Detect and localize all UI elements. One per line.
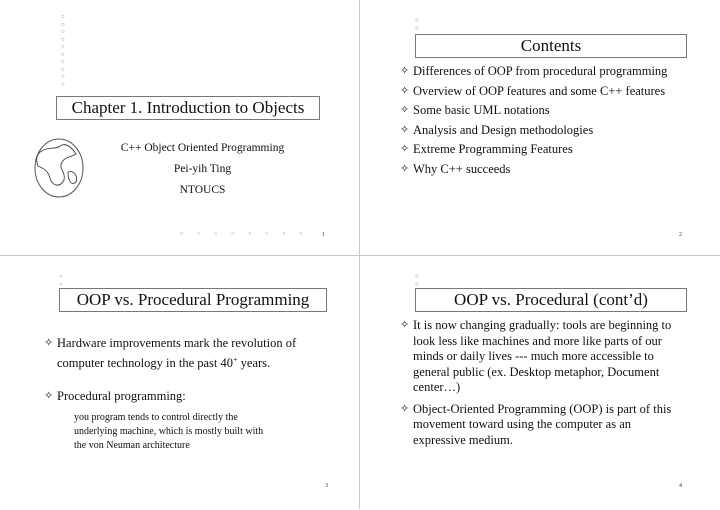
course-name: C++ Object Oriented Programming (120, 142, 285, 154)
slide-title: Chapter 1. Introduction to Objects (56, 96, 320, 120)
bottom-dots: ○○○○○○○○ (180, 232, 317, 237)
bullet-list (400, 64, 690, 181)
list-item: ✧ Object-Oriented Programming (OOP) is part of this movement toward using the computer as an expressive medium. (400, 401, 672, 447)
decorative-dots: ○ ○ (59, 274, 63, 288)
bullet-icon: ✧ (400, 143, 410, 155)
bullet-icon: ✧ (44, 390, 54, 403)
page-number: 4 (679, 483, 682, 489)
slide-title: Contents (415, 34, 687, 58)
list-item: ✧ Procedural programming: (44, 389, 186, 404)
list-item: ✧ Why C++ succeeds (400, 161, 511, 176)
bullet-icon: ✧ (400, 104, 410, 116)
list-item: ✧ Extreme Programming Features (400, 142, 573, 156)
bullet-icon: ✧ (400, 162, 410, 175)
slide-1 (0, 0, 360, 254)
decorative-dots: ○ ○ (415, 18, 419, 32)
list-item: ✧ Analysis and Design methodologies (400, 122, 594, 137)
list-item: ✧ It is now changing gradually: tools are beginning to look less like machines and more like parts of our minds or daily lives --- much more accessible to general public (ex. Desktop metaphor, Document center…) (400, 318, 672, 394)
author-name: Pei-yih Ting (173, 163, 232, 175)
sub-text: you program tends to control directly the underlying machine, which is mostly built with the von Neuman architecture (74, 411, 264, 451)
slide-title: OOP vs. Procedural Programming (59, 288, 327, 312)
list-item: ✧ Overview of OOP features and some C++ features (400, 83, 666, 98)
slide-3 (0, 256, 360, 510)
bullet-icon: ✧ (400, 65, 410, 77)
list-item: ✧ Hardware improvements mark the revolution of computer technology in the past 40+ years. (44, 336, 297, 370)
page-number: 3 (325, 483, 328, 489)
slide-2 (360, 0, 720, 254)
page-number: 2 (679, 232, 682, 238)
bullet-list (400, 318, 685, 452)
slide-title: OOP vs. Procedural (cont’d) (415, 288, 687, 312)
title-info (95, 138, 310, 201)
globe-icon (30, 132, 86, 200)
bullet-icon: ✧ (400, 84, 410, 97)
page-number: 1 (322, 232, 325, 238)
decorative-dots: ○ ○ ○ ○ ○ ○ ○ ○ ○ ○ (61, 14, 65, 88)
bullet-icon: ✧ (44, 337, 54, 349)
list-item: ✧ Some basic UML notations (400, 103, 550, 117)
bullet-icon: ✧ (400, 402, 410, 415)
bullet-icon: ✧ (400, 319, 410, 331)
list-item: ✧ Differences of OOP from procedural programming (400, 64, 668, 78)
slide-4 (360, 256, 720, 510)
institution: NTOUCS (179, 184, 226, 196)
bullet-list (44, 336, 319, 453)
bullet-icon: ✧ (400, 123, 410, 136)
decorative-dots: ○ ○ (415, 274, 419, 288)
